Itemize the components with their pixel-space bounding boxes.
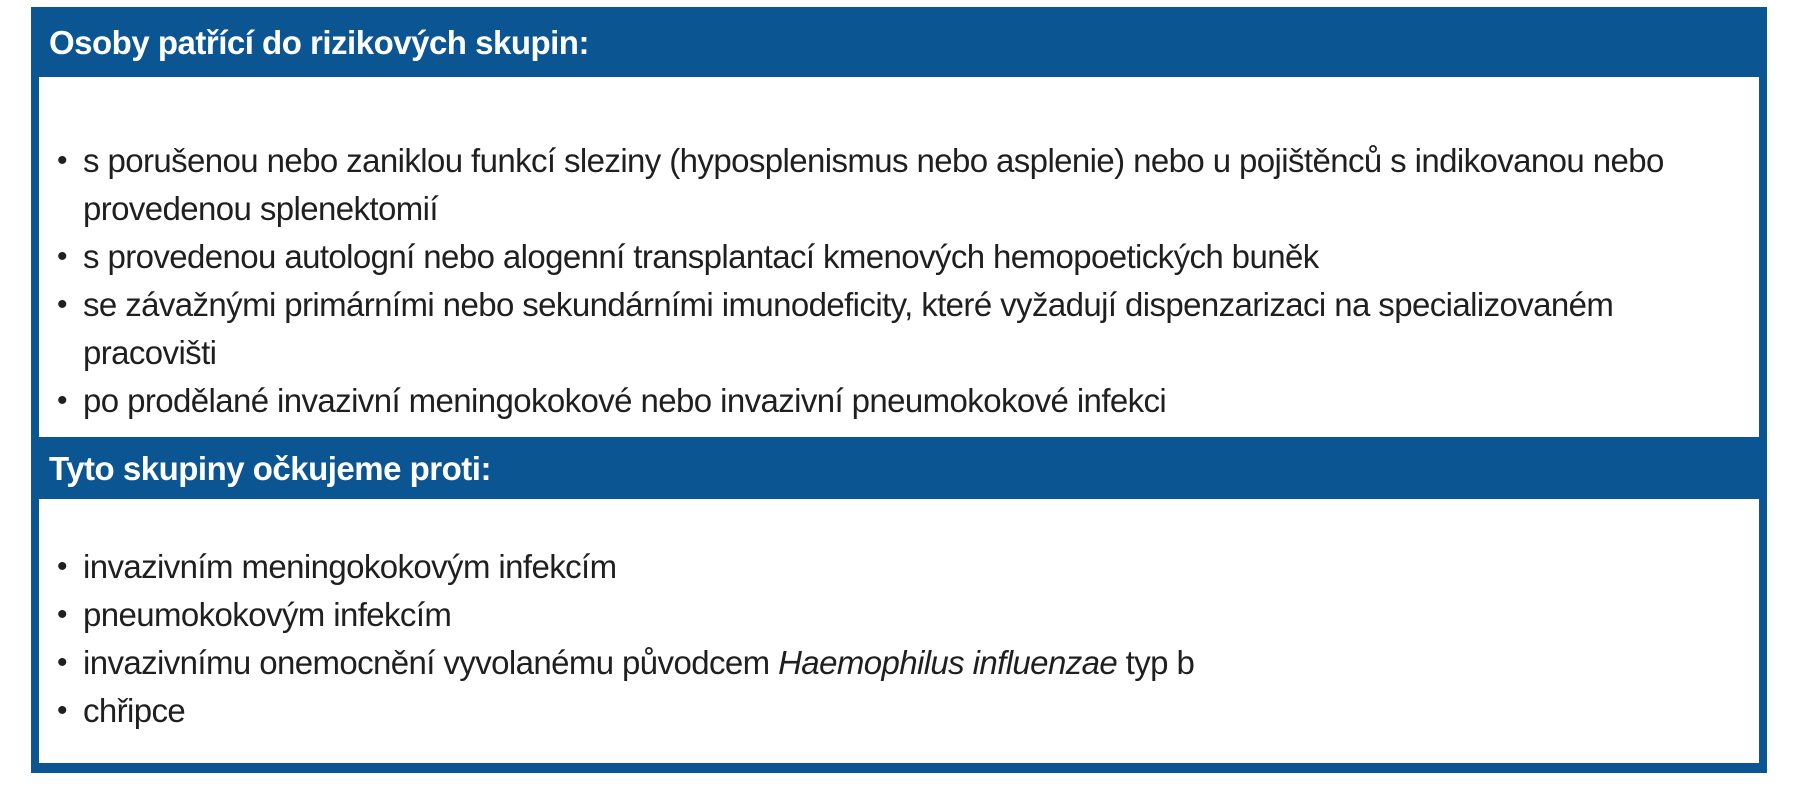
bullet-icon: • xyxy=(57,384,67,417)
list-item-text-after: typ b xyxy=(1117,644,1195,681)
list-item-text: s provedenou autologní nebo alogenní transplantací kmenových hemopoetických buněk xyxy=(83,238,1319,275)
list-item xyxy=(51,591,1729,639)
list-item-text: se závažnými primárními nebo sekundárními imunodeficity, které vyžadují dispenzarizaci na specializovaném pracovišti xyxy=(83,286,1614,371)
pathogen-name: Haemophilus influenzae xyxy=(778,644,1118,681)
list-item xyxy=(51,639,1729,687)
list-item xyxy=(51,543,1729,591)
list-item-text: chřipce xyxy=(83,692,186,729)
list-item-text: pneumokokovým infekcím xyxy=(83,596,452,633)
list-item xyxy=(51,377,1729,425)
list-item xyxy=(51,687,1729,735)
list-item xyxy=(51,233,1729,281)
list-item xyxy=(51,137,1729,233)
bullet-icon: • xyxy=(57,598,67,631)
bullet-icon: • xyxy=(57,240,67,273)
bullet-icon: • xyxy=(57,550,67,583)
bullet-icon: • xyxy=(57,288,67,321)
bullet-icon: • xyxy=(57,646,67,679)
vaccinate-against-panel xyxy=(39,499,1759,763)
bullet-icon: • xyxy=(57,144,67,177)
risk-groups-panel xyxy=(39,77,1759,437)
list-item-text-before: invazivnímu onemocnění vyvolanému původcem xyxy=(83,644,779,681)
list-item-text: invazivním meningokokovým infekcím xyxy=(83,548,617,585)
section-heading-vaccinate-against: Tyto skupiny očkujeme proti: xyxy=(49,449,491,487)
vaccinate-against-list xyxy=(51,543,1729,735)
list-item-text: s porušenou nebo zaniklou funkcí sleziny (hyposplenismus nebo asplenie) nebo u pojištěnců s indikovanou nebo provedenou splenektomií xyxy=(83,142,1664,227)
list-item xyxy=(51,281,1729,377)
section-heading-risk-groups: Osoby patřící do rizikových skupin: xyxy=(49,23,589,61)
bullet-icon: • xyxy=(57,694,67,727)
risk-groups-list xyxy=(51,137,1729,425)
list-item-text: po prodělané invazivní meningokokové nebo invazivní pneumokokové infekci xyxy=(83,382,1167,419)
info-box xyxy=(31,7,1767,773)
